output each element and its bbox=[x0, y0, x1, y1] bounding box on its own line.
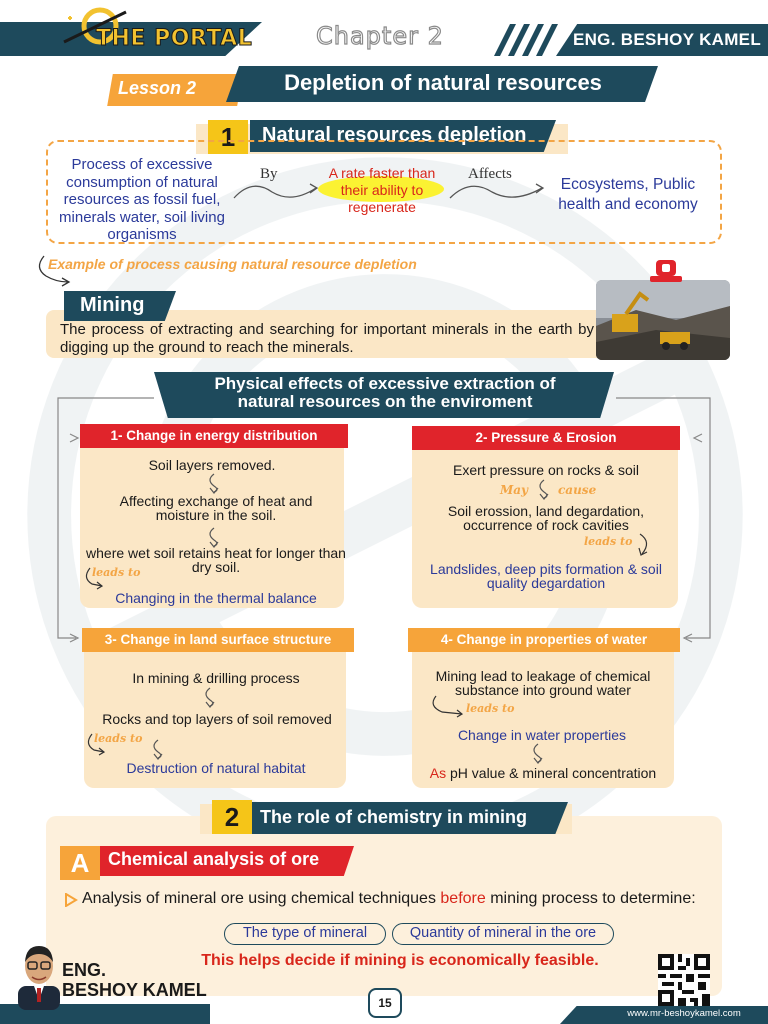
chapter-title: Chapter 2 bbox=[316, 22, 444, 50]
energy-line3: where wet soil retains heat for longer than dry soil. bbox=[86, 545, 346, 575]
water-line1: Mining lead to leakage of chemical substance into ground water bbox=[435, 668, 651, 698]
effect-pressure-title: 2- Pressure & Erosion bbox=[412, 426, 680, 450]
energy-line2: Affecting exchange of heat and moisture in the soil. bbox=[119, 493, 313, 523]
example-heading: Example of process causing natural resource depletion bbox=[48, 256, 417, 272]
header-author: ENG. BESHOY KAMEL bbox=[572, 30, 762, 49]
cause-label: cause bbox=[558, 483, 597, 497]
rate-text: A rate faster than their ability to regenerate bbox=[328, 165, 436, 215]
water-result2 bbox=[410, 766, 676, 780]
physical-effects-title bbox=[160, 375, 610, 411]
leads-to-label: leads to bbox=[466, 702, 515, 715]
energy-result: Changing in the thermal balance bbox=[115, 590, 317, 606]
may-label: May bbox=[500, 483, 529, 497]
website-url[interactable]: www.mr-beshoykamel.com bbox=[627, 1008, 741, 1019]
curved-arrow-icon bbox=[428, 694, 468, 718]
section2-title: The role of chemistry in mining bbox=[260, 807, 528, 827]
curved-arrow-icon bbox=[634, 532, 654, 558]
land-result: Destruction of natural habitat bbox=[126, 760, 306, 776]
section1-number: 1 bbox=[208, 120, 248, 154]
lesson-tag: Lesson 2 bbox=[118, 78, 197, 98]
pressure-line1: Exert pressure on rocks & soil bbox=[453, 462, 639, 478]
type-of-mineral-pill: The type of mineral bbox=[224, 923, 386, 945]
arrow-affects-icon bbox=[448, 176, 548, 206]
footer-author-name bbox=[62, 960, 207, 1000]
footer-name-line1: ENG. bbox=[62, 960, 107, 980]
as-label: As bbox=[429, 765, 447, 781]
by-label: By bbox=[260, 166, 278, 182]
analysis-text bbox=[64, 889, 708, 908]
water-result2-text: pH value & mineral concentration bbox=[450, 765, 657, 781]
depletion-effects: Ecosystems, Public health and economy bbox=[558, 176, 698, 213]
portal-logo-text: THE PORTAL bbox=[96, 26, 253, 51]
section1-title: Natural resources depletion bbox=[262, 124, 527, 146]
author-avatar bbox=[14, 940, 64, 1010]
water-result: Change in water properties bbox=[457, 727, 627, 743]
land-line1: In mining & drilling process bbox=[132, 670, 300, 686]
page-number: 15 bbox=[368, 988, 402, 1018]
analysis-pre: Analysis of mineral ore using chemical techniques bbox=[82, 890, 441, 907]
effect-energy-title: 1- Change in energy distribution bbox=[80, 424, 348, 448]
physical-effects-title-line1: Physical effects of excessive extraction of bbox=[214, 374, 556, 393]
analysis-before: before bbox=[440, 890, 486, 907]
physical-effects-title-line2: natural resources on the enviroment bbox=[237, 392, 533, 411]
pressure-result: Landslides, deep pits formation & soil quality degardation bbox=[430, 561, 662, 591]
mining-description: The process of extracting and searching for important minerals in the earth by digging up the ground to reach the minerals. bbox=[60, 321, 594, 356]
leads-to-label: leads to bbox=[92, 566, 141, 579]
affects-label: Affects bbox=[468, 166, 512, 182]
down-arrow-icon bbox=[200, 686, 220, 708]
effect-water-title: 4- Change in properties of water bbox=[408, 628, 680, 652]
quantity-of-mineral-pill: Quantity of mineral in the ore bbox=[392, 923, 614, 945]
subsection-title: Chemical analysis of ore bbox=[108, 849, 320, 869]
feasibility-note: This helps decide if mining is economically feasible. bbox=[201, 952, 599, 969]
footer-name-line2: BESHOY KAMEL bbox=[62, 980, 207, 1000]
arrow-by-icon bbox=[232, 176, 322, 206]
subsection-letter: A bbox=[60, 846, 100, 880]
depletion-definition: Process of excessive consumption of natural resources as fossil fuel, minerals water, soil living organisms bbox=[59, 156, 225, 243]
mining-title: Mining bbox=[80, 294, 145, 316]
down-arrow-icon bbox=[528, 742, 548, 764]
leads-to-label: leads to bbox=[584, 535, 633, 548]
qr-code-icon[interactable] bbox=[658, 954, 710, 1006]
lesson-title: Depletion of natural resources bbox=[284, 70, 602, 95]
mining-photo bbox=[596, 280, 730, 360]
effect-land-title: 3- Change in land surface structure bbox=[82, 628, 354, 652]
down-arrow-icon bbox=[204, 472, 224, 494]
energy-line1: Soil layers removed. bbox=[148, 457, 276, 473]
leads-to-label: leads to bbox=[94, 732, 143, 745]
down-arrow-icon bbox=[534, 478, 554, 500]
pin-clip-icon bbox=[648, 258, 684, 286]
land-line2: Rocks and top layers of soil removed bbox=[102, 711, 332, 727]
down-arrow-icon bbox=[148, 738, 168, 760]
analysis-post: mining process to determine: bbox=[485, 890, 696, 907]
section2-number: 2 bbox=[212, 800, 252, 834]
pressure-line2: Soil erossion, land degardation, occurrence of rock cavities bbox=[447, 503, 645, 533]
header-stripes-decoration bbox=[484, 24, 564, 56]
